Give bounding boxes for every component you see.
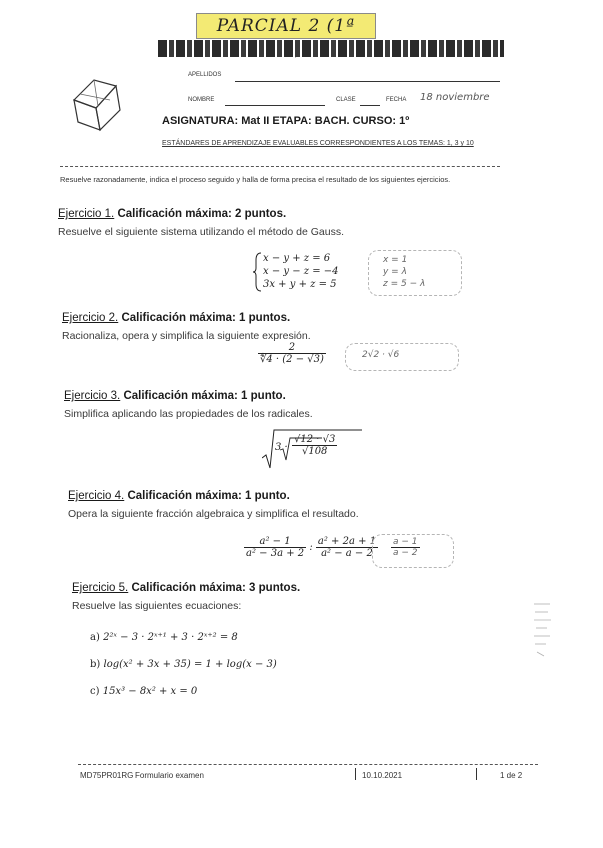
exercise-1-statement: Resuelve el siguiente sistema utilizando el método de Gauss. — [58, 226, 344, 238]
exercise-4-handwritten-answer: $\frac{a - 1}{a - 2}$ — [372, 534, 454, 568]
item-c-expression: 15x³ − 8x² + x = 0 — [102, 686, 198, 697]
exercise-5-number: Ejercicio 5. — [72, 582, 129, 594]
header-divider — [60, 165, 500, 167]
exercise-4-fraction-2-numerator: a² + 2a + 1 — [317, 536, 377, 547]
equation-item-c — [90, 686, 197, 697]
equation-item-a — [90, 632, 238, 643]
exercise-3-inner-numerator: √12 · √3 — [294, 434, 336, 445]
exercise-3-title — [64, 390, 286, 402]
fecha-label: FECHA — [386, 97, 407, 103]
redacted-school-name — [158, 40, 504, 57]
item-a-expression: 2²ˣ − 3 · 2ˣ⁺¹ + 3 · 2ˣ⁺² = 8 — [103, 632, 238, 643]
exercise-3-expression — [262, 428, 362, 468]
item-a-label: a) — [90, 632, 100, 643]
estandares-line: ESTÁNDARES DE APRENDIZAJE EVALUABLES CORRESPONDIENTES A LOS TEMAS: 1, 3 y 10 — [162, 140, 474, 147]
handwritten-title: PARCIAL 2 (1ª — [196, 13, 376, 39]
exercise-3-prefix: 3 · — [275, 442, 288, 453]
exercise-1-score: Calificación máxima: 2 puntos. — [117, 208, 287, 220]
footer-divider — [78, 763, 538, 765]
clase-field[interactable] — [360, 104, 380, 106]
exercise-2-numerator: 2 — [258, 342, 326, 354]
exercise-3-inner-denominator: √108 — [301, 446, 328, 457]
exercise-5-score: Calificación máxima: 3 puntos. — [131, 582, 301, 594]
footer-code: MD75PR01RG — [80, 771, 134, 780]
nombre-field[interactable] — [225, 104, 325, 106]
exercise-2-expression — [258, 342, 326, 365]
equation-2: x − y − z = −4 — [263, 266, 339, 277]
footer-separator-2 — [476, 768, 477, 780]
exercise-4-fraction-2-denominator: a² − a − 2 — [321, 548, 373, 559]
footer-date: 10.10.2021 — [362, 771, 403, 780]
equation-3: 3x + y + z = 5 — [263, 279, 337, 290]
footer-page: 1 de 2 — [500, 771, 523, 780]
item-b-label: b) — [90, 659, 101, 670]
exercise-2-title — [62, 312, 290, 324]
exercise-4-fraction-1-denominator: a² − 3a + 2 — [246, 548, 305, 559]
asignatura-line: ASIGNATURA: Mat II ETAPA: BACH. CURSO: 1º — [162, 115, 410, 127]
equation-item-b — [90, 659, 277, 670]
instructions: Resuelve razonadamente, indica el proceso seguido y halla de forma precisa el resultado de los siguientes ejercicios. — [60, 175, 451, 184]
exercise-2-statement: Racionaliza, opera y simplifica la siguiente expresión. — [62, 330, 311, 342]
exercise-4-title — [68, 490, 290, 502]
exercise-1-title — [58, 208, 286, 220]
clase-label: CLASE — [336, 97, 356, 103]
exercise-3-statement: Simplifica aplicando las propiedades de los radicales. — [64, 408, 313, 420]
exercise-1-handwritten-answer: x = 1 y = λ z = 5 − λ — [368, 250, 462, 296]
exercise-4-number: Ejercicio 4. — [68, 490, 125, 502]
margin-scribbles — [532, 600, 554, 662]
equation-1: x − y + z = 6 — [263, 253, 331, 264]
school-logo — [66, 70, 136, 140]
system-brace — [253, 252, 263, 292]
apellidos-field[interactable] — [235, 80, 500, 82]
footer-form-name: Formulario examen — [135, 771, 204, 780]
exercise-2-number: Ejercicio 2. — [62, 312, 119, 324]
exercise-4-expression — [244, 536, 378, 559]
exercise-4-statement: Opera la siguiente fracción algebraica y simplifica el resultado. — [68, 508, 359, 520]
exercise-2-handwritten-answer: 2√2 · √6 — [345, 343, 459, 371]
item-b-expression: log(x² + 3x + 35) = 1 + log(x − 3) — [103, 659, 277, 670]
exercise-2-score: Calificación máxima: 1 puntos. — [121, 312, 291, 324]
nombre-label: NOMBRE — [188, 97, 215, 103]
exercise-4-score: Calificación máxima: 1 punto. — [127, 490, 290, 502]
exercise-3-number: Ejercicio 3. — [64, 390, 121, 402]
fecha-value: 18 noviembre — [420, 92, 490, 103]
item-c-label: c) — [90, 686, 100, 697]
exercise-5-statement: Resuelve las siguientes ecuaciones: — [72, 600, 242, 612]
exercise-3-score: Calificación máxima: 1 punto. — [123, 390, 286, 402]
exercise-5-title — [72, 582, 300, 594]
exercise-1-number: Ejercicio 1. — [58, 208, 115, 220]
exercise-4-fraction-1-numerator: a² − 1 — [244, 536, 306, 548]
apellidos-label: APELLIDOS — [188, 72, 222, 78]
exercise-2-denominator: ∜4 · (2 − √3) — [260, 354, 324, 365]
footer-separator-1 — [355, 768, 356, 780]
exercise-4-operator: : — [309, 542, 313, 553]
